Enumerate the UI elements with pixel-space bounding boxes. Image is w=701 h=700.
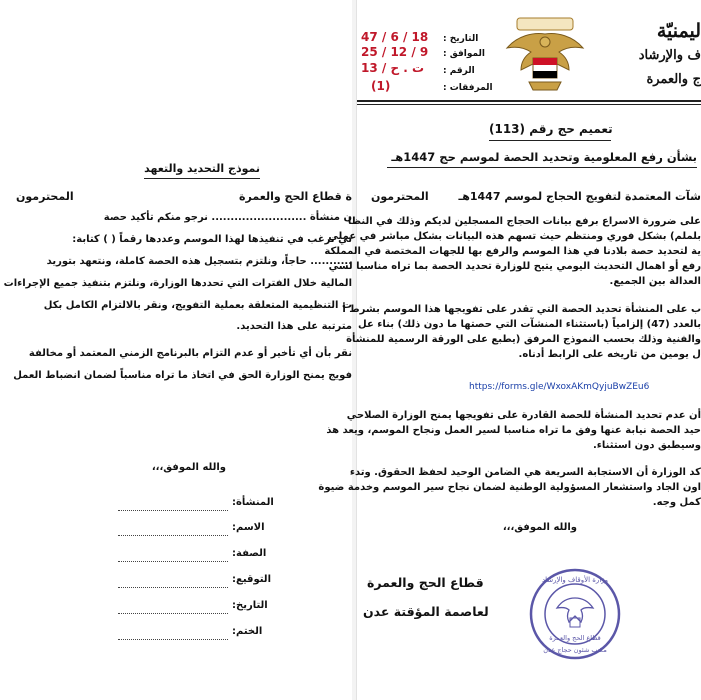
addressee-line: ة قطاع الحج والعمرة: [239, 190, 352, 203]
stamp-text-outer: وزارة الأوقاف والإرشاد: [541, 576, 609, 584]
field-label-establishment: المنشأة:: [232, 497, 274, 508]
signatory-line-1: قطاع الحج والعمرة: [367, 575, 484, 590]
header-country: ليمنيّة: [656, 20, 701, 42]
field-line-seal: [118, 639, 228, 640]
stamp-text-bottom: مكتب شئون حجاج عدن: [543, 646, 607, 654]
circular-title: تعميم حج رقم (113): [489, 122, 613, 136]
circular-title-underline: [489, 140, 611, 141]
para3-line-3: وسيطبق دون استثناء.: [593, 440, 701, 451]
field-label-name: الاسم:: [232, 522, 265, 533]
meta-value-date: 47 / 6 / 18: [361, 30, 429, 44]
meta-value-number: ت . ح / 13: [361, 61, 425, 75]
para1-line-4: رفع أو اهمال التحديث اليومي يتيح للوزارة تحديد الحصة بما تراه مناسبا لسي: [328, 261, 701, 272]
para2-line-4: ل يومين من تاريخه على الرابط أدناه.: [518, 349, 701, 360]
circular-subject: بشأن رفع المعلومية وتحديد الحصة لموسم حج 1447هـ: [391, 150, 697, 164]
header-sector: ج والعمرة: [646, 72, 701, 87]
meta-label-number: الرقم :: [443, 66, 475, 76]
circular-addressee: شآت المعتمدة لتفويج الحجاج لموسم 1447هـ: [458, 190, 701, 203]
field-line-name: [118, 535, 228, 536]
para4-line-3: كمل وجه.: [652, 497, 701, 508]
meta-value-corresponding: 25 / 12 / 9: [361, 45, 429, 59]
yemen-eagle-emblem-icon: [503, 18, 587, 94]
field-line-date: [118, 613, 228, 614]
ministry-seal-stamp-icon: [527, 566, 623, 662]
header-ministry: ف والإرشاد: [638, 48, 701, 63]
body-line-4: المالية خلال الفترات التي تحددها الوزارة، ونلتزم بتنفيذ جميع الإجراءات: [3, 278, 352, 289]
field-line-signature: [118, 587, 228, 588]
para1-line-3: ية لتحديد حصة بلادنا في هذا الموسم والرفع بها للجهات المختصة في المملكة: [324, 246, 701, 257]
field-label-seal: الختم:: [232, 626, 263, 637]
circular-respected: المحترمون: [371, 190, 429, 203]
body-line-2: تي نرغب في تنفيذها لهذا الموسم وعددها رقماً ( ) كتابة:: [72, 234, 352, 245]
form-title: نموذج التحديد والتعهد: [144, 162, 260, 175]
meta-value-attachments: (1): [371, 79, 391, 93]
closing-text: والله الموفق،،،: [151, 462, 226, 473]
header-rule: [357, 100, 701, 102]
para2-line-1: ب على المنشأة تحديد الحصة التي تقدر على تفويجها هذا الموسم بشرط أ: [342, 304, 701, 315]
body-line-1: ن منشأة ......................... نرجو منكم تأكيد حصة: [103, 212, 352, 223]
meta-label-corresponding: الموافق :: [443, 49, 485, 59]
stamp-text-inner: قطاع الحج والعمرة: [549, 634, 601, 642]
circular-page: [318, 0, 701, 700]
field-line-establishment: [118, 510, 228, 511]
para2-line-2: بالعدد (47) إلزامياً (باستثناء المنشآت التي حصتها ما دون ذلك) بناء عل: [358, 319, 701, 330]
para3-line-2: حيد الحصة نيابة عنها وفق ما تراه مناسبا لسير العمل ونجاح الموسم، ويعد هذ: [326, 425, 701, 436]
field-label-date: التاريخ:: [232, 600, 268, 611]
form-link[interactable]: https://forms.gle/WxoxAKmQyjuBwZEu6: [469, 382, 650, 392]
para3-line-1: أن عدم تحديد المنشأة للحصة القادرة على تفويجها يمنح الوزارة الصلاحي: [346, 410, 701, 421]
body-line-8: فويج يمنح الوزارة الحق في اتخاذ ما تراه مناسباً لضمان انضباط العمل: [13, 370, 352, 381]
body-line-6: مترتبة على هذا التحديد.: [236, 321, 352, 332]
body-line-5: ت التنظيمية المتعلقة بعملية التفويج، ونقر بالالتزام الكامل بكل: [43, 300, 352, 311]
field-label-title: الصفة:: [232, 548, 267, 559]
para1-line-2: بلملم) بشكل فوري ومنتظم حيث تسهم هذه البيانات بشكل مباشر في عملي: [328, 231, 701, 242]
field-label-signature: التوقيع:: [232, 574, 271, 585]
circular-closing: والله الموفق،،،: [502, 522, 577, 533]
para1-line-1: على ضرورة الاسراع برفع بيانات الحجاج المسجلين لديكم وذلك في النظا: [347, 216, 701, 227]
para2-line-3: والفنية وذلك بحسب النموذج المرفق (يطبع على الورقة الرسمية للمنشأة: [346, 334, 701, 345]
body-line-3: ........... حاجاً، ونلتزم بتسجيل هذه الحصة كاملة، ونتعهد بتوريد: [46, 256, 352, 267]
para1-line-5: العدالة بين الجميع.: [609, 276, 701, 287]
para4-line-2: اون الجاد واستشعار المسؤولية الوطنية لضمان نجاح سير الموسم وخدمة ضيوة: [318, 482, 701, 493]
meta-label-attachments: المرفقات :: [443, 83, 493, 93]
signatory-line-2: لعاصمة المؤقتة عدن: [363, 604, 489, 619]
subject-underline: [387, 167, 697, 168]
form-title-underline: [144, 178, 260, 179]
field-line-title: [118, 561, 228, 562]
body-line-7: نقر بأن أي تأخير أو عدم التزام بالبرنامج الزمني المعتمد أو مخالفة: [28, 348, 352, 359]
respected-label: المحترمون: [16, 190, 74, 203]
meta-label-date: التاريخ :: [443, 34, 479, 44]
para4-line-1: كد الوزارة أن الاستجابة السريعة هي الضامن الوحيد لحفظ الحقوق. وتدء: [349, 467, 701, 478]
header-rule-thin: [357, 104, 701, 105]
